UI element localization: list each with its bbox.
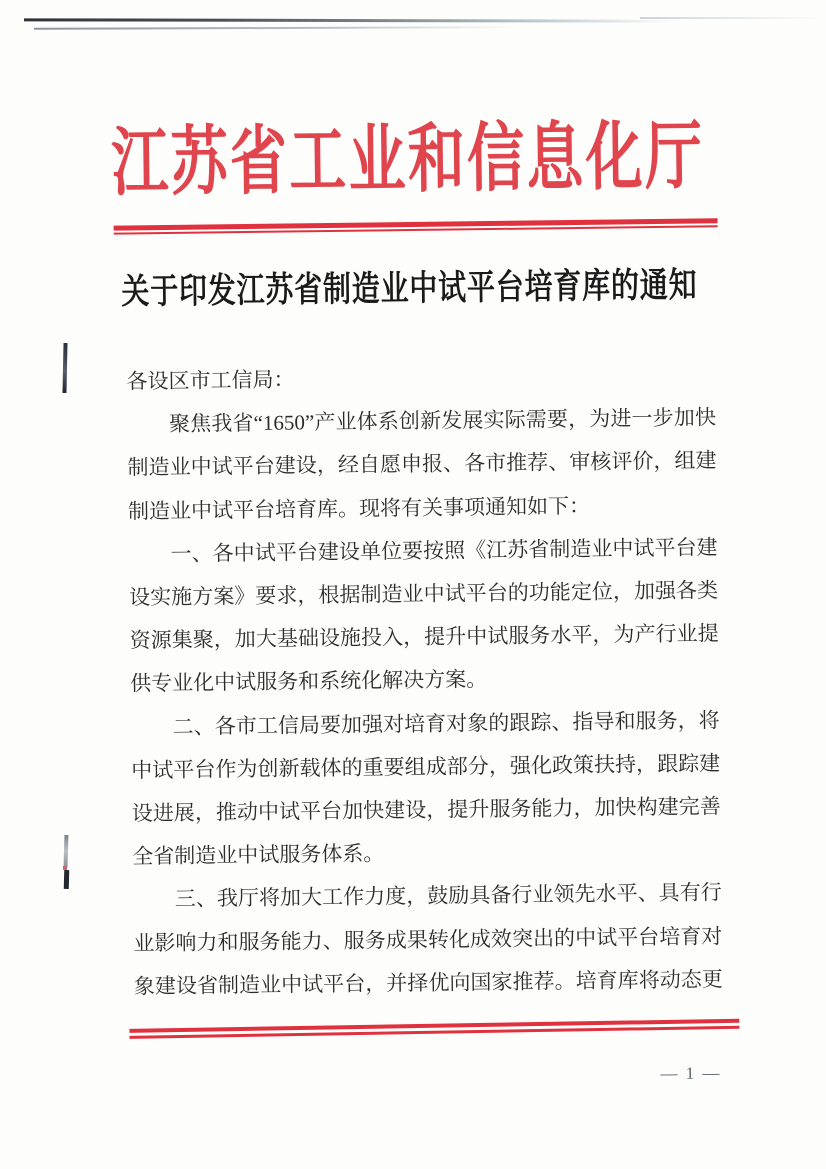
- body-line: 一、各中试平台建设单位要按照《江苏省制造业中试平台建: [170, 535, 718, 566]
- body-line: 二、各市工信局要加强对培育对象的跟踪、指导和服务，将: [172, 707, 720, 739]
- agency-header-title: 江苏省工业和信息化厅: [110, 115, 705, 206]
- header-red-divider: [114, 218, 718, 234]
- document-title: 关于印发江苏省制造业中试平台培育库的通知: [121, 265, 698, 312]
- body-line: 聚焦我省“1650”产业体系创新发展实际需要，为进一步加快: [168, 405, 717, 437]
- page-number: — 1 —: [660, 1063, 722, 1084]
- body-line: 各设区市工信局：: [126, 367, 295, 394]
- body-line: 设实施方案》要求，根据制造业中试平台的功能定位，加强各类: [128, 578, 719, 610]
- body-line: 象建设省制造业中试平台，并择优向国家推荐。培育库将动态更: [133, 967, 723, 999]
- body-line: 资源集聚，加大基础设施投入，提升中试服务水平，为产行业提: [129, 621, 719, 653]
- body-line: 设进展，推动中试平台加快建设，提升服务能力，加快构建完善: [131, 794, 721, 826]
- body-line: 三、我厅将加大工作力度，鼓励具备行业领先水平、具有行: [174, 880, 722, 912]
- footer-red-divider: [129, 1019, 739, 1039]
- body-line: 制造业中试平台培育库。现将有关事项通知如下：: [127, 493, 591, 524]
- body-line: 业影响力和服务能力、服务成果转化成效突出的中试平台培育对: [133, 923, 723, 956]
- document-body-text: [126, 353, 723, 1008]
- body-line: 全省制造业中试服务体系。: [132, 841, 385, 869]
- body-line: 制造业中试平台建设，经自愿申报、各市推荐、审核评价，组建: [127, 448, 717, 480]
- body-line: 中试平台作为创新载体的重要组成部分，强化政策扶持，跟踪建: [131, 751, 721, 783]
- body-line: 供专业化中试服务和系统化解决方案。: [130, 667, 488, 696]
